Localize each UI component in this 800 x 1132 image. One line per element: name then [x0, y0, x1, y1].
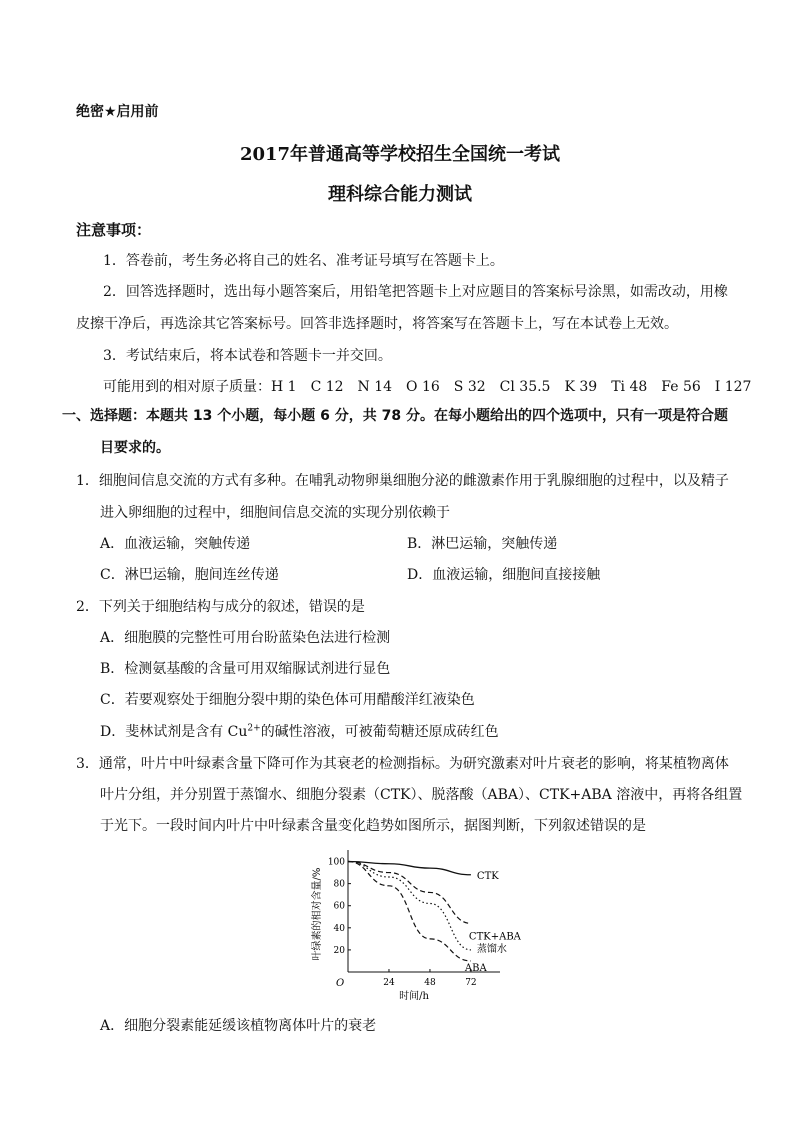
y-tick-label: 20: [333, 945, 345, 956]
q2-stem: 2．下列关于细胞结构与成分的叙述，错误的是: [76, 599, 365, 615]
q3-stem-line-1: 3．通常，叶片中叶绿素含量下降可作为其衰老的检测指标。为研究激素对叶片衰老的影响，将某植物离体: [76, 756, 729, 772]
origin-label: O: [336, 978, 345, 989]
series-label-1: CTK+ABA: [468, 931, 521, 943]
q3-option-a: A．细胞分裂素能延缓该植物离体叶片的衰老: [100, 1018, 377, 1034]
notes-heading: 注意事项：: [76, 221, 152, 239]
q2-option-d-pre: D．斐林试剂是含有 Cu: [100, 724, 248, 740]
x-tick-label: 48: [424, 978, 436, 988]
y-tick-label: 40: [333, 923, 345, 934]
y-axis-label: 叶绿素的相对含量/%: [312, 867, 323, 961]
exam-subtitle: 理科综合能力测试: [328, 184, 472, 205]
atomic-masses: 可能用到的相对原子质量：H 1 C 12 N 14 O 16 S 32 Cl 35.5 K 39 Ti 48 Fe 56 I 127: [103, 379, 752, 395]
section-heading-line-1: 一、选择题：本题共 13 个小题，每小题 6 分，共 78 分。在每小题给出的四个选项中，只有一项是符合题: [62, 408, 728, 424]
q2-option-a: A．细胞膜的完整性可用台盼蓝染色法进行检测: [100, 630, 391, 646]
q1-option-d: D．血液运输，细胞间直接接触: [407, 567, 601, 583]
series-line-1: [348, 862, 471, 924]
note-3: 3．考试结束后，将本试卷和答题卡一并交回。: [103, 348, 392, 364]
q1-option-a: A．血液运输，突触传递: [100, 536, 251, 552]
note-2-line-2: 皮擦干净后，再选涂其它答案标号。回答非选择题时，将答案写在答题卡上，写在本试卷上无效。: [76, 316, 678, 332]
chlorophyll-chart: [300, 840, 530, 1010]
x-tick-label: 72: [465, 978, 477, 988]
q1-stem-line-2: 进入卵细胞的过程中，细胞间信息交流的实现分别依赖于: [100, 505, 450, 521]
exam-title: 2017年普通高等学校招生全国统一考试: [239, 144, 561, 165]
note-1: 1．答卷前，考生务必将自己的姓名、准考证号填写在答题卡上。: [103, 253, 504, 269]
secret-mark: 绝密★启用前: [76, 104, 159, 120]
series-line-0: [348, 862, 471, 875]
q3-stem-line-3: 于光下。一段时间内叶片中叶绿素含量变化趋势如图所示，据图判断，下列叙述错误的是: [100, 818, 646, 834]
x-axis-label: 时间/h: [399, 991, 429, 1002]
series-label-2: 蒸馏水: [476, 943, 507, 955]
q1-stem-line-1: 1．细胞间信息交流的方式有多种。在哺乳动物卵巢细胞分泌的雌激素作用于乳腺细胞的过程中，以及精子: [76, 473, 729, 489]
q2-option-d: [100, 721, 499, 741]
q2-option-d-sup: 2+: [247, 723, 261, 734]
y-tick-label: 80: [333, 879, 345, 890]
q1-option-c: C．淋巴运输，胞间连丝传递: [100, 567, 279, 583]
q2-option-c: C．若要观察处于细胞分裂中期的染色体可用醋酸洋红液染色: [100, 692, 475, 708]
x-tick-label: 24: [383, 978, 395, 988]
series-label-0: CTK: [476, 870, 499, 882]
series-line-2: [348, 862, 471, 950]
y-tick-label: 60: [333, 901, 345, 912]
q2-option-d-post: 的碱性溶液，可被葡萄糖还原成砖红色: [260, 724, 499, 740]
section-heading-line-2: 目要求的。: [100, 440, 170, 456]
series-label-3: ABA: [464, 962, 487, 974]
q3-stem-line-2: 叶片分组，并分别置于蒸馏水、细胞分裂素（CTK）、脱落酸（ABA）、CTK+ABA 溶液中，再将各组置: [100, 787, 743, 803]
q2-option-b: B．检测氨基酸的含量可用双缩脲试剂进行显色: [100, 661, 391, 677]
q1-option-b: B．淋巴运输，突触传递: [407, 536, 558, 552]
note-2-line-1: 2．回答选择题时，选出每小题答案后，用铅笔把答题卡上对应题目的答案标号涂黑，如需改动，用橡: [103, 284, 728, 300]
y-tick-label: 100: [327, 857, 345, 868]
